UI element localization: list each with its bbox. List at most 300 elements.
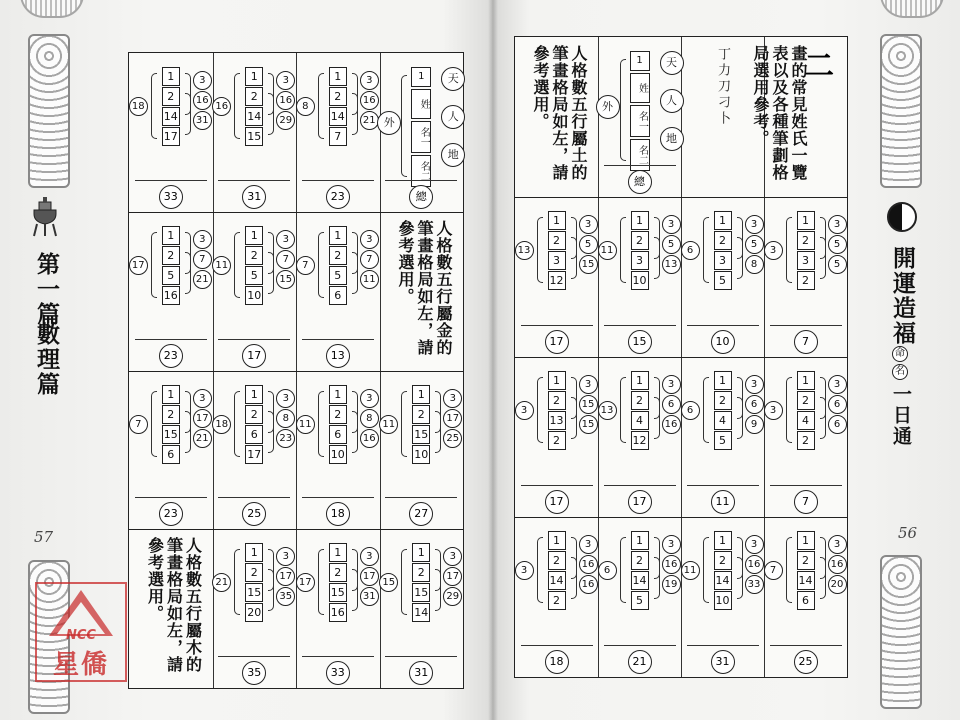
outer-grid-circle: 6 [681, 241, 700, 260]
left-brace [318, 73, 324, 139]
stroke-count-box: 15 [329, 583, 347, 602]
incense-burner-icon [30, 196, 60, 238]
stroke-pattern-cell [129, 212, 213, 371]
person-grid-circle: 6 [662, 395, 681, 414]
earth-grid-circle: 21 [193, 270, 212, 289]
stroke-count-box: 1 [162, 67, 180, 86]
stroke-count-box: 14 [631, 571, 649, 590]
heaven-grid-circle: 3 [828, 215, 847, 234]
heaven-grid-circle: 3 [828, 535, 847, 554]
heaven-grid-circle: 3 [579, 375, 598, 394]
stroke-count-box: 14 [797, 571, 815, 590]
note-earth-element: 人格數五行屬土的筆畫格局如左，請參考選用。 [531, 45, 588, 181]
heaven-grid-circle: 3 [360, 71, 379, 90]
person-grid-circle: 16 [745, 555, 764, 574]
stroke-count-box: 5 [329, 266, 347, 285]
stroke-count-box: 2 [329, 246, 347, 265]
outer-grid-circle: 11 [379, 415, 398, 434]
stroke-count-box: 15 [412, 425, 430, 444]
stroke-count-box: 17 [162, 127, 180, 146]
stroke-pattern-cell [681, 197, 764, 357]
stroke-count-box: 10 [631, 271, 649, 290]
right-brace [737, 397, 743, 439]
stroke-count-box: 1 [329, 385, 347, 404]
legend-total-circle: 總 [409, 185, 433, 209]
total-grid-circle: 33 [326, 661, 350, 685]
legend-surname-box: 姓 [630, 73, 650, 103]
right-stroke-table [514, 36, 848, 678]
heaven-grid-circle: 3 [579, 215, 598, 234]
heaven-grid-circle: 3 [662, 535, 681, 554]
right-brace [352, 411, 358, 453]
person-grid-circle: 16 [828, 555, 847, 574]
total-grid-circle: 31 [409, 661, 433, 685]
total-grid-circle: 23 [326, 185, 350, 209]
earth-grid-circle: 31 [193, 111, 212, 130]
person-grid-circle: 6 [828, 395, 847, 414]
stamp-chinese: 星僑 [52, 650, 109, 680]
outer-grid-circle: 6 [598, 561, 617, 580]
outer-grid-circle: 8 [296, 97, 315, 116]
total-separator [687, 645, 759, 646]
legend-one-box: 1 [411, 67, 431, 87]
stroke-pattern-cell [296, 529, 380, 688]
right-brace [435, 569, 441, 611]
stroke-count-box: 2 [245, 87, 263, 106]
outer-grid-circle: 11 [681, 561, 700, 580]
right-brace [185, 411, 191, 453]
stroke-count-box: 6 [329, 286, 347, 305]
stroke-pattern-cell [380, 371, 464, 530]
total-grid-circle: 17 [545, 330, 569, 354]
total-separator [302, 497, 374, 498]
outer-grid-circle: 16 [212, 97, 231, 116]
total-grid-circle: 17 [545, 490, 569, 514]
legend-one-box: 1 [630, 51, 650, 71]
legend-name1-box: 名一 [411, 121, 431, 153]
stroke-count-box: 5 [162, 266, 180, 285]
right-brace [352, 252, 358, 294]
left-ornament-top [28, 34, 70, 188]
person-grid-circle: 8 [276, 409, 295, 428]
earth-grid-circle: 13 [662, 255, 681, 274]
taiji-icon [887, 202, 917, 232]
legend-person-circle: 人 [660, 89, 684, 113]
total-separator [135, 339, 207, 340]
earth-grid-circle: 11 [360, 270, 379, 289]
heaven-grid-circle: 3 [360, 230, 379, 249]
stroke-count-box: 3 [797, 251, 815, 270]
stroke-pattern-cell [213, 529, 297, 688]
total-separator [218, 656, 290, 657]
stroke-count-box: 13 [548, 411, 566, 430]
heaven-grid-circle: 3 [828, 375, 847, 394]
stroke-count-box: 4 [797, 411, 815, 430]
stroke-count-box: 4 [631, 411, 649, 430]
legend-surname-box: 姓 [411, 89, 431, 119]
earth-grid-circle: 16 [662, 415, 681, 434]
outer-grid-circle: 15 [379, 573, 398, 592]
stroke-count-box: 3 [714, 251, 732, 270]
stroke-count-box: 1 [797, 531, 815, 550]
stroke-pattern-cell [681, 517, 764, 677]
stroke-count-box: 14 [245, 107, 263, 126]
person-grid-circle: 5 [828, 235, 847, 254]
right-brace [820, 397, 826, 439]
stroke-count-box: 1 [245, 385, 263, 404]
stroke-pattern-cell [515, 357, 598, 517]
earth-grid-circle: 25 [443, 429, 462, 448]
legend-person-circle: 人 [441, 105, 465, 129]
stroke-count-box: 2 [548, 231, 566, 250]
total-grid-circle: 7 [794, 330, 818, 354]
earth-grid-circle: 9 [745, 415, 764, 434]
total-grid-circle: 31 [242, 185, 266, 209]
outer-grid-circle: 13 [515, 241, 534, 260]
left-brace [620, 537, 626, 603]
stroke-count-box: 2 [631, 231, 649, 250]
stroke-pattern-cell [296, 212, 380, 371]
right-brace [820, 557, 826, 599]
total-grid-circle: 23 [159, 502, 183, 526]
earth-grid-circle: 33 [745, 575, 764, 594]
stroke-count-box: 12 [548, 271, 566, 290]
outer-grid-circle: 18 [129, 97, 148, 116]
left-brace [234, 549, 240, 615]
earth-grid-circle: 8 [745, 255, 764, 274]
stroke-count-box: 2 [548, 431, 566, 450]
right-running-head-title: 開運造福 [889, 246, 916, 346]
stroke-count-box: 2 [797, 231, 815, 250]
left-brace [620, 377, 626, 443]
note-wood-element: 人格數五行屬木的筆畫格局如左，請參考選用。 [145, 537, 203, 674]
stroke-pattern-cell [213, 371, 297, 530]
total-separator [385, 656, 457, 657]
stroke-count-box: 1 [548, 371, 566, 390]
total-grid-circle: 11 [711, 490, 735, 514]
stroke-count-box: 2 [714, 231, 732, 250]
heaven-grid-circle: 3 [443, 389, 462, 408]
left-brace [786, 537, 792, 603]
stroke-pattern-cell [598, 197, 681, 357]
stroke-count-box: 2 [548, 391, 566, 410]
note-metal-element: 人格數五行屬金的筆畫格局如左，請參考選用。 [396, 219, 453, 356]
heaven-grid-circle: 3 [193, 71, 212, 90]
stroke-count-box: 2 [245, 246, 263, 265]
total-separator [604, 325, 676, 326]
stroke-count-box: 6 [245, 425, 263, 444]
running-head-circled-1: 命 [892, 346, 908, 362]
legend-heaven-circle: 天 [441, 67, 465, 91]
earth-grid-circle: 21 [193, 429, 212, 448]
right-brace [737, 557, 743, 599]
surname-glyphs: 丁力刀刁卜 [715, 47, 730, 127]
total-separator [521, 645, 593, 646]
outer-grid-circle: 7 [764, 561, 783, 580]
right-brace [435, 411, 441, 453]
stroke-pattern-cell [129, 371, 213, 530]
stroke-count-box: 2 [329, 87, 347, 106]
left-brace [401, 549, 407, 615]
person-grid-circle: 8 [360, 409, 379, 428]
earth-grid-circle: 6 [828, 415, 847, 434]
stroke-count-box: 15 [245, 127, 263, 146]
left-running-head-chapter: 第一篇 [33, 252, 60, 327]
total-separator [385, 497, 457, 498]
outer-grid-circle: 17 [129, 256, 148, 275]
stroke-count-box: 2 [245, 405, 263, 424]
stroke-count-box: 6 [797, 591, 815, 610]
person-grid-circle: 17 [443, 409, 462, 428]
outer-grid-circle: 3 [764, 241, 783, 260]
outer-grid-circle: 3 [515, 401, 534, 420]
stroke-count-box: 10 [329, 445, 347, 464]
heaven-grid-circle: 3 [276, 71, 295, 90]
earth-grid-circle: 5 [828, 255, 847, 274]
stroke-count-box: 1 [797, 211, 815, 230]
right-brace [268, 93, 274, 135]
left-page-number: 57 [34, 528, 54, 546]
stroke-count-box: 1 [162, 226, 180, 245]
running-head-circled-2: 名 [892, 364, 908, 380]
person-grid-circle: 16 [360, 91, 379, 110]
total-separator [770, 485, 842, 486]
stroke-count-box: 5 [245, 266, 263, 285]
stroke-pattern-cell [213, 212, 297, 371]
stroke-pattern-cell [515, 197, 598, 357]
right-brace [571, 557, 577, 599]
stroke-count-box: 2 [631, 551, 649, 570]
earth-grid-circle: 29 [276, 111, 295, 130]
stroke-count-box: 1 [714, 531, 732, 550]
heaven-grid-circle: 3 [193, 230, 212, 249]
stroke-pattern-cell [681, 357, 764, 517]
heaven-grid-circle: 3 [745, 375, 764, 394]
right-brace [268, 569, 274, 611]
stroke-count-box: 2 [412, 405, 430, 424]
heaven-grid-circle: 3 [360, 389, 379, 408]
stroke-count-box: 2 [412, 563, 430, 582]
left-brace [234, 391, 240, 457]
heaven-grid-circle: 3 [276, 389, 295, 408]
outer-grid-circle: 7 [129, 415, 148, 434]
stroke-count-box: 2 [797, 431, 815, 450]
total-grid-circle: 7 [794, 490, 818, 514]
legend-total-circle: 總 [628, 170, 652, 194]
legend-outer-circle: 外 [596, 95, 620, 119]
stroke-count-box: 14 [412, 603, 430, 622]
right-brace [352, 569, 358, 611]
right-ornament-top [880, 34, 922, 188]
total-separator [302, 180, 374, 181]
stroke-count-box: 1 [548, 211, 566, 230]
section-title: 畫的常見姓氏一覽表以及各種筆劃格局選用參考。 [751, 45, 808, 181]
left-brace [151, 391, 157, 457]
earth-grid-circle: 29 [443, 587, 462, 606]
right-brace [352, 93, 358, 135]
right-ornament-bottom [880, 555, 922, 709]
stroke-count-box: 1 [329, 67, 347, 86]
right-brace [654, 237, 660, 279]
stroke-count-box: 16 [329, 603, 347, 622]
stroke-pattern-cell [764, 197, 847, 357]
stroke-count-box: 2 [329, 405, 347, 424]
ncc-watermark-stamp [35, 582, 127, 682]
stroke-count-box: 14 [329, 107, 347, 126]
outer-grid-circle: 11 [212, 256, 231, 275]
heaven-grid-circle: 3 [662, 375, 681, 394]
stroke-count-box: 10 [714, 591, 732, 610]
stroke-count-box: 2 [797, 391, 815, 410]
outer-grid-circle: 17 [296, 573, 315, 592]
stroke-count-box: 1 [714, 211, 732, 230]
person-grid-circle: 17 [360, 567, 379, 586]
stroke-count-box: 5 [714, 271, 732, 290]
right-brace [820, 237, 826, 279]
person-grid-circle: 7 [360, 250, 379, 269]
stroke-count-box: 2 [548, 591, 566, 610]
stroke-count-box: 10 [412, 445, 430, 464]
stroke-count-box: 1 [797, 371, 815, 390]
total-separator [521, 325, 593, 326]
left-brace [318, 391, 324, 457]
person-grid-circle: 17 [443, 567, 462, 586]
total-separator [521, 485, 593, 486]
stroke-count-box: 1 [631, 371, 649, 390]
left-brace [537, 377, 543, 443]
right-brace [737, 237, 743, 279]
left-brace [703, 217, 709, 283]
legend-name2-box: 名二 [630, 139, 650, 171]
book-gutter [488, 0, 498, 720]
total-separator [135, 180, 207, 181]
stroke-count-box: 2 [797, 551, 815, 570]
earth-grid-circle: 35 [276, 587, 295, 606]
person-grid-circle: 5 [579, 235, 598, 254]
heaven-grid-circle: 3 [193, 389, 212, 408]
stroke-count-box: 15 [412, 583, 430, 602]
right-brace [654, 557, 660, 599]
right-brace [268, 411, 274, 453]
person-grid-circle: 17 [276, 567, 295, 586]
legend-earth-circle: 地 [441, 143, 465, 167]
left-brace [151, 232, 157, 298]
total-grid-circle: 21 [628, 650, 652, 674]
total-grid-circle: 23 [159, 344, 183, 368]
left-running-head-section: 數理篇 [33, 322, 60, 397]
right-brace [571, 397, 577, 439]
total-separator [302, 656, 374, 657]
heaven-grid-circle: 3 [360, 547, 379, 566]
left-brace [318, 549, 324, 615]
total-grid-circle: 25 [794, 650, 818, 674]
stroke-pattern-cell [296, 53, 380, 212]
person-grid-circle: 7 [193, 250, 212, 269]
total-separator [218, 497, 290, 498]
stroke-count-box: 1 [631, 531, 649, 550]
total-grid-circle: 18 [545, 650, 569, 674]
stroke-count-box: 2 [548, 551, 566, 570]
outer-grid-circle: 7 [296, 256, 315, 275]
legend-cell [380, 53, 464, 212]
stroke-count-box: 1 [412, 543, 430, 562]
stroke-count-box: 16 [162, 286, 180, 305]
stroke-count-box: 2 [631, 391, 649, 410]
earth-grid-circle: 16 [360, 429, 379, 448]
stroke-count-box: 1 [245, 226, 263, 245]
stroke-pattern-cell [129, 53, 213, 212]
total-separator [218, 180, 290, 181]
total-grid-circle: 10 [711, 330, 735, 354]
stroke-count-box: 4 [714, 411, 732, 430]
stroke-count-box: 1 [245, 67, 263, 86]
left-stroke-table [128, 52, 464, 689]
section-number: 二 [804, 49, 834, 84]
stroke-pattern-cell [296, 371, 380, 530]
stroke-count-box: 2 [162, 246, 180, 265]
total-separator [302, 339, 374, 340]
left-brace [537, 217, 543, 283]
stroke-count-box: 1 [714, 371, 732, 390]
left-brace [151, 73, 157, 139]
legend-name1-box: 名一 [630, 105, 650, 137]
right-page-number: 56 [898, 524, 918, 542]
heaven-grid-circle: 3 [745, 215, 764, 234]
legend-cell [598, 37, 681, 197]
stroke-pattern-cell [764, 517, 847, 677]
earth-grid-circle: 19 [662, 575, 681, 594]
left-brace [786, 217, 792, 283]
person-grid-circle: 16 [579, 555, 598, 574]
stroke-count-box: 2 [162, 87, 180, 106]
total-grid-circle: 35 [242, 661, 266, 685]
person-grid-circle: 5 [745, 235, 764, 254]
stamp-latin: NCC [66, 628, 96, 643]
stroke-count-box: 20 [245, 603, 263, 622]
heaven-grid-circle: 3 [579, 535, 598, 554]
stroke-count-box: 5 [631, 591, 649, 610]
outer-grid-circle: 21 [212, 573, 231, 592]
left-brace [703, 537, 709, 603]
total-grid-circle: 31 [711, 650, 735, 674]
outer-grid-circle: 6 [681, 401, 700, 420]
heaven-grid-circle: 3 [662, 215, 681, 234]
outer-grid-circle: 3 [515, 561, 534, 580]
stroke-pattern-cell [598, 517, 681, 677]
outer-grid-circle: 13 [598, 401, 617, 420]
stroke-count-box: 1 [631, 211, 649, 230]
legend-earth-circle: 地 [660, 127, 684, 151]
outer-grid-circle: 11 [296, 415, 315, 434]
heaven-grid-circle: 3 [276, 230, 295, 249]
stroke-count-box: 14 [162, 107, 180, 126]
stroke-count-box: 2 [329, 563, 347, 582]
person-grid-circle: 15 [579, 395, 598, 414]
stroke-count-box: 2 [245, 563, 263, 582]
person-grid-circle: 7 [276, 250, 295, 269]
left-brace [786, 377, 792, 443]
legend-outer-circle: 外 [377, 111, 401, 135]
stroke-pattern-cell [213, 53, 297, 212]
heaven-grid-circle: 3 [276, 547, 295, 566]
left-brace [401, 75, 407, 177]
stroke-count-box: 3 [631, 251, 649, 270]
earth-grid-circle: 15 [276, 270, 295, 289]
total-grid-circle: 17 [242, 344, 266, 368]
total-grid-circle: 18 [326, 502, 350, 526]
stroke-count-box: 17 [245, 445, 263, 464]
left-brace [401, 391, 407, 457]
